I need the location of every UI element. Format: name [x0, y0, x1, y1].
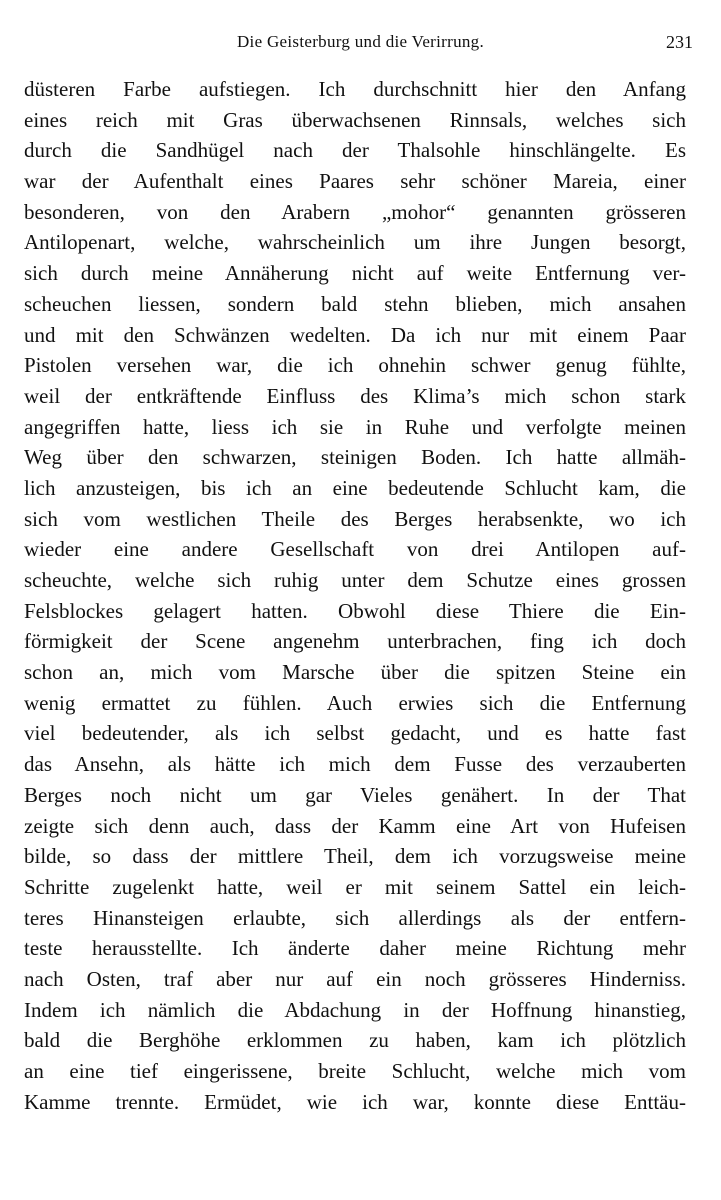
text-line: Kamme trennte. Ermüdet, wie ich war, konnte diese Enttäu-: [24, 1089, 686, 1114]
running-title: Die Geisterburg und die Verirrung.: [236, 32, 485, 51]
text-line: teres Hinansteigen erlaubte, sich allerdings als der entfern-: [24, 905, 686, 930]
text-line: sich vom westlichen Theile des Berges herabsenkte, wo ich: [24, 506, 686, 531]
text-line: zeigte sich denn auch, dass der Kamm eine Art von Hufeisen: [24, 813, 686, 838]
text-line: Felsblockes gelagert hatten. Obwohl diese Thiere die Ein-: [24, 598, 686, 623]
text-line: schon an, mich vom Marsche über die spitzen Steine ein: [24, 660, 686, 685]
text-line: Indem ich nämlich die Abdachung in der Hoffnung hinanstieg,: [24, 997, 686, 1022]
text-line: Schritte zugelenkt hatte, weil er mit seinem Sattel ein leich-: [24, 874, 686, 899]
text-line: Antilopenart, welche, wahrscheinlich um ihre Jungen besorgt,: [24, 230, 686, 255]
text-line: angegriffen hatte, liess ich sie in Ruhe und verfolgte meinen: [24, 414, 686, 439]
text-line: an eine tief eingerissene, breite Schlucht, welche mich vom: [24, 1059, 686, 1083]
text-line: Pistolen versehen war, die ich ohnehin schwer genug fühlte,: [24, 353, 686, 378]
page-number: 231: [666, 32, 693, 52]
text-line: besonderen, von den Arabern „mohor“ genannten grösseren: [24, 199, 686, 224]
text-line: bald die Berghöhe erklommen zu haben, kam ich plötzlich: [24, 1028, 686, 1053]
text-line: eines reich mit Gras überwachsenen Rinnsals, welches sich: [24, 107, 686, 132]
text-line: durch die Sandhügel nach der Thalsohle hinschlängelte. Es: [24, 138, 686, 163]
text-line: Weg über den schwarzen, steinigen Boden. Ich hatte allmäh-: [24, 445, 686, 470]
text-line: viel bedeutender, als ich selbst gedacht, und es hatte fast: [24, 721, 686, 746]
text-line: lich anzusteigen, bis ich an eine bedeutende Schlucht kam, die: [24, 475, 686, 500]
text-line: förmigkeit der Scene angenehm unterbrachen, fing ich doch: [24, 629, 686, 654]
text-line: teste herausstellte. Ich änderte daher meine Richtung mehr: [24, 936, 686, 961]
text-line: scheuchen liessen, sondern bald stehn blieben, mich ansahen: [24, 291, 686, 316]
text-line: düsteren Farbe aufstiegen. Ich durchschnitt hier den Anfang: [24, 77, 686, 101]
text-line: wieder eine andere Gesellschaft von drei Antilopen auf-: [24, 537, 686, 562]
text-line: und mit den Schwänzen wedelten. Da ich nur mit einem Paar: [24, 322, 686, 347]
text-line: weil der entkräftende Einfluss des Klima’s mich schon stark: [24, 383, 686, 408]
text-line: Berges noch nicht um gar Vieles genähert. In der That: [24, 782, 686, 807]
text-line: wenig ermattet zu fühlen. Auch erwies sich die Entfernung: [24, 690, 686, 715]
text-line: sich durch meine Annäherung nicht auf weite Entfernung ver-: [24, 261, 686, 286]
text-line: bilde, so dass der mittlere Theil, dem ich vorzugsweise meine: [24, 844, 686, 869]
running-head: [24, 32, 697, 58]
text-line: das Ansehn, als hätte ich mich dem Fusse des verzauberten: [24, 752, 686, 777]
text-line: war der Aufenthalt eines Paares sehr schöner Mareia, einer: [24, 169, 686, 194]
text-line: nach Osten, traf aber nur auf ein noch grösseres Hinderniss.: [24, 966, 686, 991]
text-line: scheuchte, welche sich ruhig unter dem Schutze eines grossen: [24, 568, 686, 592]
body-text: [24, 74, 686, 1117]
